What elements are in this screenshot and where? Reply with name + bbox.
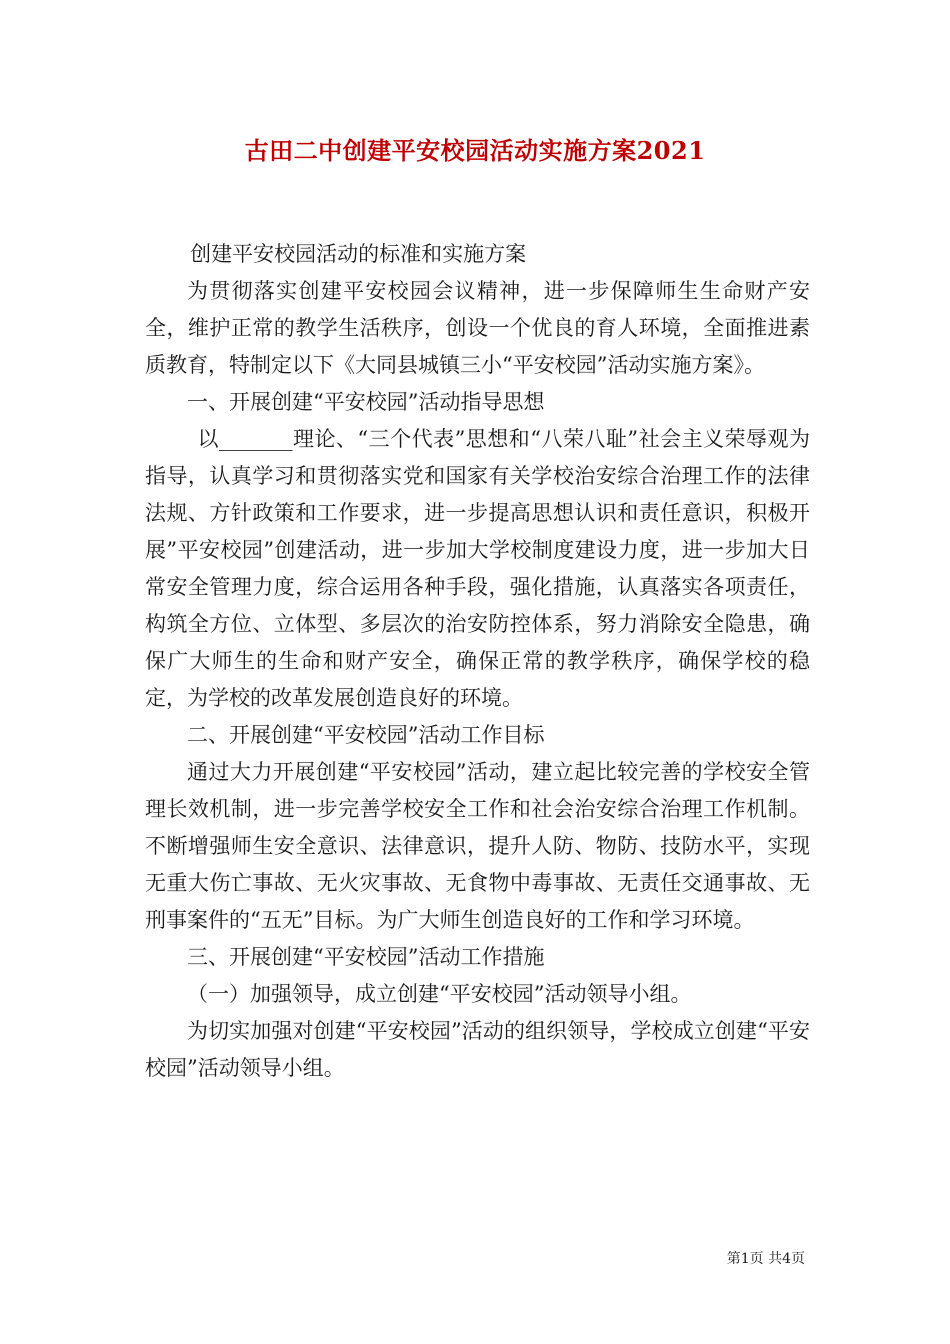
document-body (145, 236, 810, 1087)
body-paragraph: 为切实加强对创建“平安校园”活动的组织领导，学校成立创建“平安校园”活动领导小组。 (145, 1019, 810, 1080)
section-heading-3: 三、开展创建“平安校园”活动工作措施 (187, 945, 545, 969)
subsection-heading: （一）加强领导，成立创建“平安校园”活动领导小组。 (187, 982, 692, 1006)
page-number: 第1页 共4页 (726, 1251, 805, 1267)
body-paragraph: 通过大力开展创建“平安校园”活动，建立起比较完善的学校安全管理长效机制，进一步完善学校安全工作和社会治安综合治理工作机制。不断增强师生安全意识、法律意识，提升人防、物防、技防水平，实现无重大伤亡事故、无火灾事故、无食物中毒事故、无责任交通事故、无刑事案件的“五无”目标。为广大师生创造良好的工作和学习环境。 (145, 760, 810, 932)
subtitle-paragraph: 创建平安校园活动的标准和实施方案 (190, 242, 527, 266)
body-paragraph: 以_______理论、“三个代表”思想和“八荣八耻”社会主义荣辱观为指导，认真学习和贯彻落实党和国家有关学校治安综合治理工作的法律法规、方针政策和工作要求，进一步提高思想认识和责任意识，积极开展”平安校园”创建活动，进一步加大学校制度建设力度，进一步加大日常安全管理力度，综合运用各种手段，强化措施，认真落实各项责任，构筑全方位、立体型、多层次的治安防控体系，努力消除安全隐患，确保广大师生的生命和财产安全，确保正常的教学秩序，确保学校的稳定，为学校的改革发展创造良好的环境。 (145, 427, 810, 710)
section-heading-2: 二、开展创建“平安校园”活动工作目标 (187, 723, 545, 747)
document-title: 古田二中创建平安校园活动实施方案2021 (244, 136, 706, 165)
section-heading-1: 一、开展创建“平安校园”活动指导思想 (187, 390, 545, 414)
intro-paragraph: 为贯彻落实创建平安校园会议精神，进一步保障师生生命财产安全，维护正常的教学生活秩序，创设一个优良的育人环境，全面推进素质教育，特制定以下《大同县城镇三小“平安校园”活动实施方案》。 (145, 279, 810, 377)
